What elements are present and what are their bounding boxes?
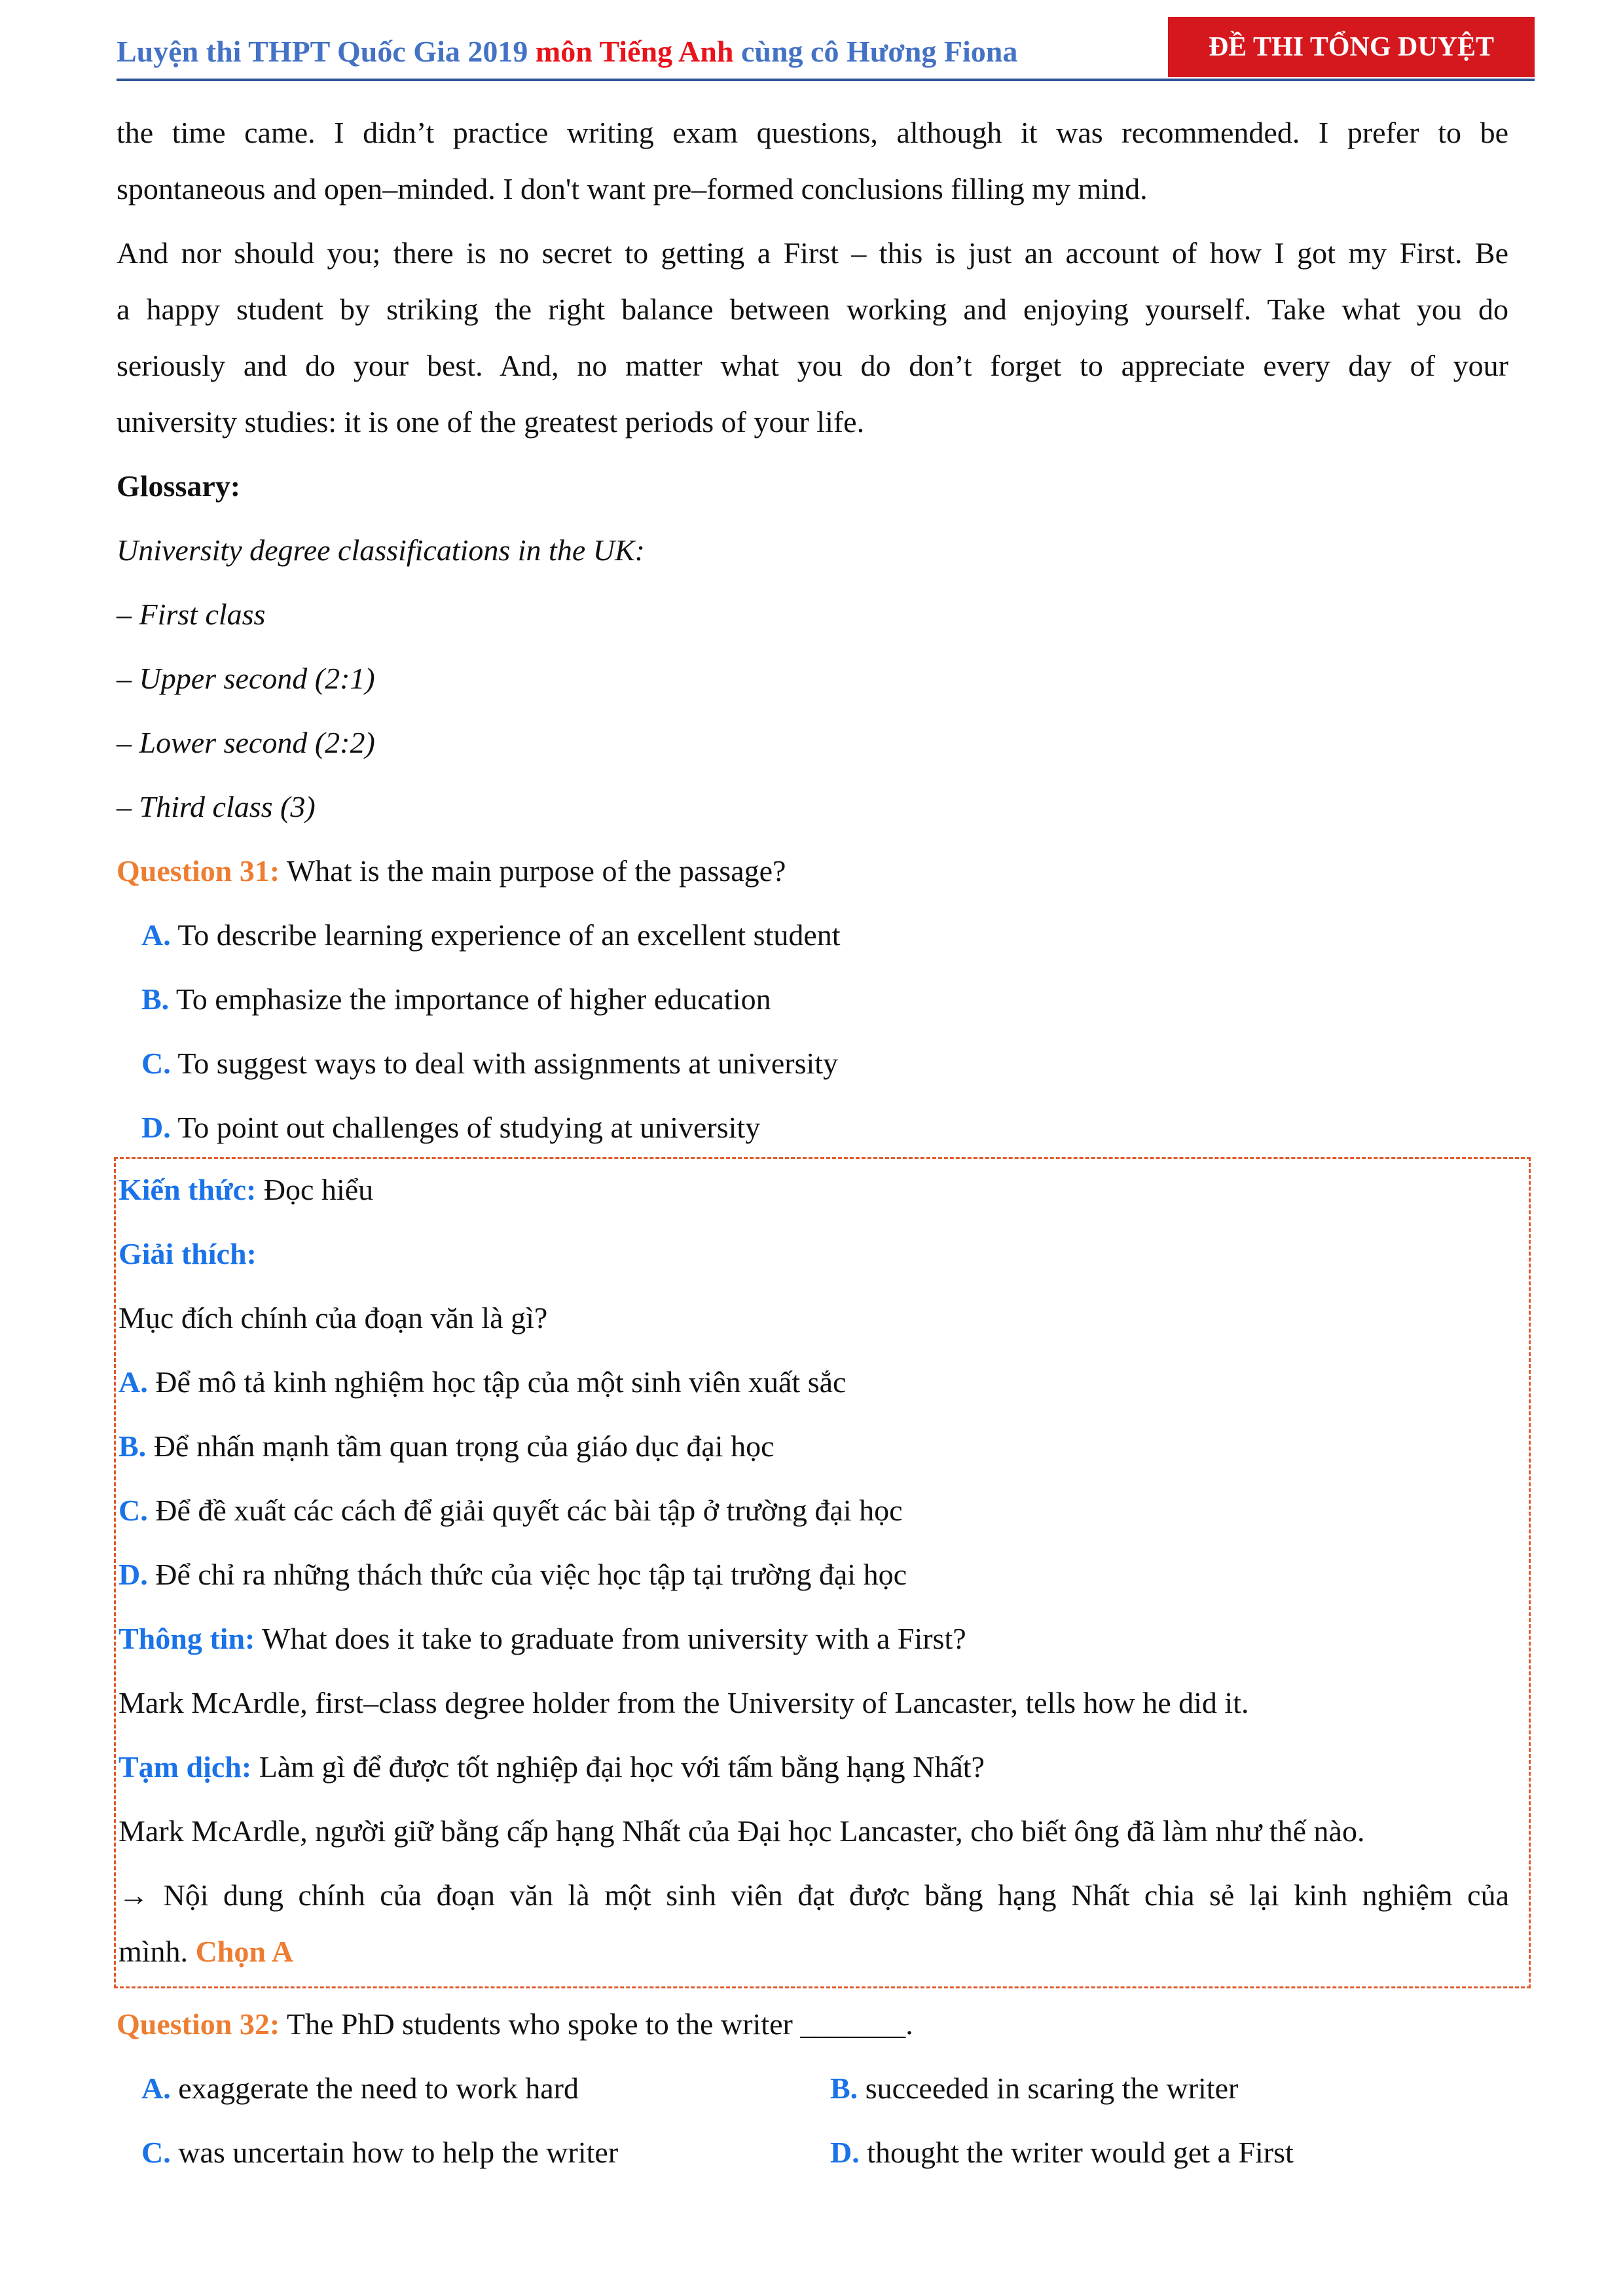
header-divider bbox=[117, 79, 1535, 81]
header-title-part3: cùng cô Hương Fiona bbox=[733, 35, 1018, 68]
option-text: To emphasize the importance of higher education bbox=[169, 982, 771, 1016]
conclusion-line-2 bbox=[119, 1924, 1509, 1980]
header-badge: ĐỀ THI TỔNG DUYỆT bbox=[1168, 17, 1535, 77]
tam-dich-line-2: Mark McArdle, người giữ bằng cấp hạng Nhất của Đại học Lancaster, cho biết ông đã làm như thế nào. bbox=[119, 1814, 1365, 1848]
option-text: Để nhấn mạnh tầm quan trọng của giáo dục đại học bbox=[146, 1429, 775, 1463]
passage-line: And nor should you; there is no secret to getting a First – this is just an account of how I got my First. Be bbox=[117, 236, 1508, 270]
q32-options-row bbox=[117, 2125, 1508, 2181]
q32-option-b[interactable] bbox=[830, 2060, 1238, 2117]
glossary-item: – Upper second (2:1) bbox=[117, 662, 375, 695]
option-vi-b bbox=[119, 1418, 1509, 1475]
question-32 bbox=[117, 1996, 1508, 2053]
kien-thuc-label: Kiến thức: bbox=[119, 1173, 257, 1206]
option-text: succeeded in scaring the writer bbox=[858, 2072, 1239, 2105]
option-text: Để đề xuất các cách để giải quyết các bài tập ở trường đại học bbox=[147, 1494, 903, 1527]
option-letter: B. bbox=[119, 1429, 147, 1463]
q31-option-c[interactable] bbox=[117, 1035, 1508, 1092]
passage-line: spontaneous and open–minded. I don't want pre–formed conclusions filling my mind. bbox=[117, 172, 1148, 206]
q31-option-a[interactable] bbox=[117, 907, 1508, 963]
option-letter: D. bbox=[830, 2136, 860, 2169]
giai-thich-label: Giải thích: bbox=[119, 1237, 257, 1270]
glossary-subtitle: University degree classifications in the UK: bbox=[117, 533, 645, 567]
thong-tin-line bbox=[119, 1611, 1509, 1667]
option-letter: B. bbox=[830, 2072, 858, 2105]
option-letter: C. bbox=[141, 2136, 171, 2169]
conclusion-line: → Nội dung chính của đoạn văn là một sinh viên đạt được bằng hạng Nhất chia sẻ lại kinh nghiệm của bbox=[119, 1878, 1509, 1912]
q32-option-a[interactable] bbox=[141, 2060, 830, 2117]
option-text: thought the writer would get a First bbox=[859, 2136, 1294, 2169]
page-content bbox=[117, 105, 1508, 2181]
question-vi: Mục đích chính của đoạn văn là gì? bbox=[119, 1301, 548, 1335]
q32-option-c[interactable] bbox=[141, 2125, 830, 2181]
q32-options-row bbox=[117, 2060, 1508, 2117]
option-text: To point out challenges of studying at university bbox=[170, 1111, 761, 1144]
q31-option-b[interactable] bbox=[117, 971, 1508, 1028]
tam-dich-label: Tạm dịch: bbox=[119, 1750, 252, 1784]
option-text: was uncertain how to help the writer bbox=[170, 2136, 619, 2169]
option-text: Để chỉ ra những thách thức của việc học tập tại trường đại học bbox=[147, 1558, 907, 1591]
option-letter: D. bbox=[141, 1111, 171, 1144]
option-letter: C. bbox=[119, 1494, 148, 1527]
glossary-item: – First class bbox=[117, 598, 266, 631]
q32-option-d[interactable] bbox=[830, 2125, 1294, 2181]
passage-line: the time came. I didn’t practice writing exam questions, although it was recommended. I prefer to be bbox=[117, 116, 1508, 149]
option-text: Để mô tả kinh nghiệm học tập của một sinh viên xuất sắc bbox=[147, 1365, 847, 1399]
kien-thuc-line bbox=[119, 1162, 1509, 1218]
answer-choice: Chọn A bbox=[195, 1935, 294, 1968]
option-letter: C. bbox=[141, 1047, 171, 1080]
question-31-text: What is the main purpose of the passage? bbox=[280, 854, 786, 888]
option-vi-d bbox=[119, 1547, 1509, 1603]
option-text: exaggerate the need to work hard bbox=[170, 2072, 579, 2105]
passage-line: university studies: it is one of the greatest periods of your life. bbox=[117, 405, 865, 439]
passage-line: seriously and do your best. And, no matter what you do don’t forget to appreciate every day of your bbox=[117, 349, 1508, 382]
thong-tin-line-2: Mark McArdle, first–class degree holder from the University of Lancaster, tells how he did it. bbox=[119, 1686, 1249, 1719]
option-letter: D. bbox=[119, 1558, 148, 1591]
tam-dich-text: Làm gì để được tốt nghiệp đại học với tấm bằng hạng Nhất? bbox=[251, 1750, 985, 1784]
option-letter: A. bbox=[141, 918, 171, 952]
header-title-part1: Luyện thi THPT Quốc Gia 2019 bbox=[117, 35, 536, 68]
passage-line: a happy student by striking the right balance between working and enjoying yourself. Take what you do bbox=[117, 293, 1508, 326]
option-vi-c bbox=[119, 1482, 1509, 1539]
conclusion-text: mình. bbox=[119, 1935, 196, 1968]
question-32-label: Question 32: bbox=[117, 2007, 280, 2041]
glossary-heading: Glossary: bbox=[117, 469, 241, 503]
glossary-item: – Lower second (2:2) bbox=[117, 726, 375, 759]
question-32-text: The PhD students who spoke to the writer _______. bbox=[280, 2007, 913, 2041]
option-text: To suggest ways to deal with assignments at university bbox=[170, 1047, 839, 1080]
question-31 bbox=[117, 843, 1508, 899]
thong-tin-text: What does it take to graduate from university with a First? bbox=[255, 1622, 966, 1655]
header-title-subject: môn Tiếng Anh bbox=[535, 35, 734, 68]
header-title bbox=[117, 34, 1017, 69]
q31-option-d[interactable] bbox=[117, 1100, 1508, 1156]
kien-thuc-text: Đọc hiểu bbox=[256, 1173, 374, 1206]
explanation-box bbox=[114, 1157, 1531, 1988]
tam-dich-line bbox=[119, 1739, 1509, 1795]
glossary-item: – Third class (3) bbox=[117, 790, 316, 823]
page-header bbox=[117, 14, 1535, 82]
option-letter: A. bbox=[141, 2072, 171, 2105]
option-vi-a bbox=[119, 1354, 1509, 1410]
option-letter: A. bbox=[119, 1365, 148, 1399]
option-letter: B. bbox=[141, 982, 170, 1016]
thong-tin-label: Thông tin: bbox=[119, 1622, 255, 1655]
question-31-label: Question 31: bbox=[117, 854, 280, 888]
option-text: To describe learning experience of an excellent student bbox=[170, 918, 841, 952]
